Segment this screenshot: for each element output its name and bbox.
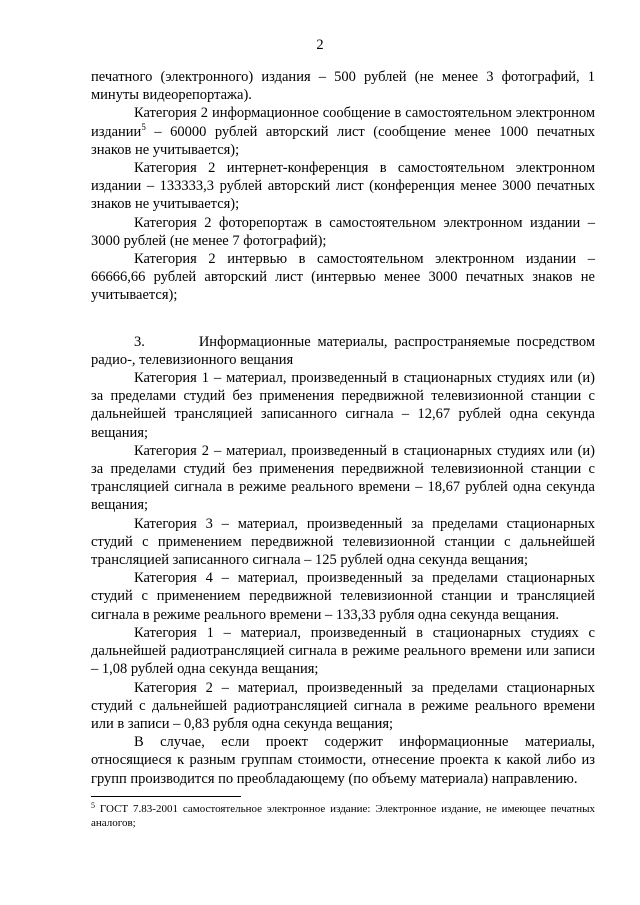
paragraph-photo-report-continuation: печатного (электронного) издания – 500 рублей (не менее 3 фотографий, 1 минуты видеорепортажа). [91, 69, 595, 104]
paragraph-photo-report: Категория 2 фоторепортаж в самостоятельном электронном издании – 3000 рублей (не менее 7 фотографий); [91, 214, 595, 249]
footnote-marker: 5 [91, 801, 95, 810]
paragraph-tv-category-2: Категория 2 – материал, произведенный в стационарных студиях или (и) за пределами студий без применения передвижной телевизионной станции с трансляцией сигнала в режиме реального времени – 18,67 рублей одна секунда вещания; [91, 442, 595, 514]
section-heading-3: 3. Информационные материалы, распространяемые посредством радио-, телевизионного вещания [91, 333, 595, 368]
footnote [91, 802, 595, 830]
paragraph-tv-category-4: Категория 4 – материал, произведенный за пределами стационарных студий с применением передвижной телевизионной станции и трансляцией сигнала в режиме реального времени – 133,33 рубля одна секунда вещания. [91, 570, 595, 623]
footnote-reference[interactable]: 5 [141, 121, 146, 132]
paragraph-tv-category-3: Категория 3 – материал, произведенный за пределами стационарных студий с применением передвижной телевизионной станции с дальнейшей трансляцией записанного сигнала – 125 рублей одна секунда вещания; [91, 515, 595, 569]
info-message-text: Категория 2 информационное сообщение в самостоятельном электронном издании [91, 105, 595, 140]
page-number: 2 [316, 37, 324, 53]
paragraph-tv-category-1: Категория 1 – материал, произведенный в стационарных студиях или (и) за пределами студий без применения передвижной телевизионной станции с дальнейшей трансляцией записанного сигнала – 12,67 рублей одна секунда вещания; [91, 370, 595, 441]
paragraph-internet-conference: Категория 2 интернет-конференция в самостоятельном электронном издании – 133333,3 рублей авторский лист (конференция менее 3000 печатных знаков не учитывается); [91, 160, 595, 213]
paragraph-interview: Категория 2 интервью в самостоятельном электронном издании – 66666,66 рублей авторский лист (интервью менее 3000 печатных знаков не учитывается); [91, 251, 595, 304]
footnote-separator [91, 796, 241, 797]
paragraph-radio-category-2: Категория 2 – материал, произведенный за пределами стационарных студий с дальнейшей радиотрансляцией сигнала в режиме реального времени или в записи – 0,83 рубля одна секунда вещания; [91, 679, 595, 732]
info-message-rate: – 60000 рублей авторский лист (сообщение менее 1000 печатных знаков не учитывается); [91, 123, 595, 158]
paragraph-info-message [91, 104, 595, 159]
paragraph-mixed-groups: В случае, если проект содержит информационные материалы, относящиеся к разным группам стоимости, отнесение проекта к какой либо из групп производится по преобладающему (по объему материала) направлению. [91, 734, 595, 787]
paragraph-radio-category-1: Категория 1 – материал, произведенный в стационарных студиях с дальнейшей радиотрансляцией сигнала в режиме реального времени или записи – 1,08 рублей одна секунда вещания; [91, 624, 595, 678]
document-body [91, 68, 595, 788]
footnote-text: ГОСТ 7.83-2001 самостоятельное электронное издание: Электронное издание, не имеющее печатных аналогов; [91, 803, 595, 829]
